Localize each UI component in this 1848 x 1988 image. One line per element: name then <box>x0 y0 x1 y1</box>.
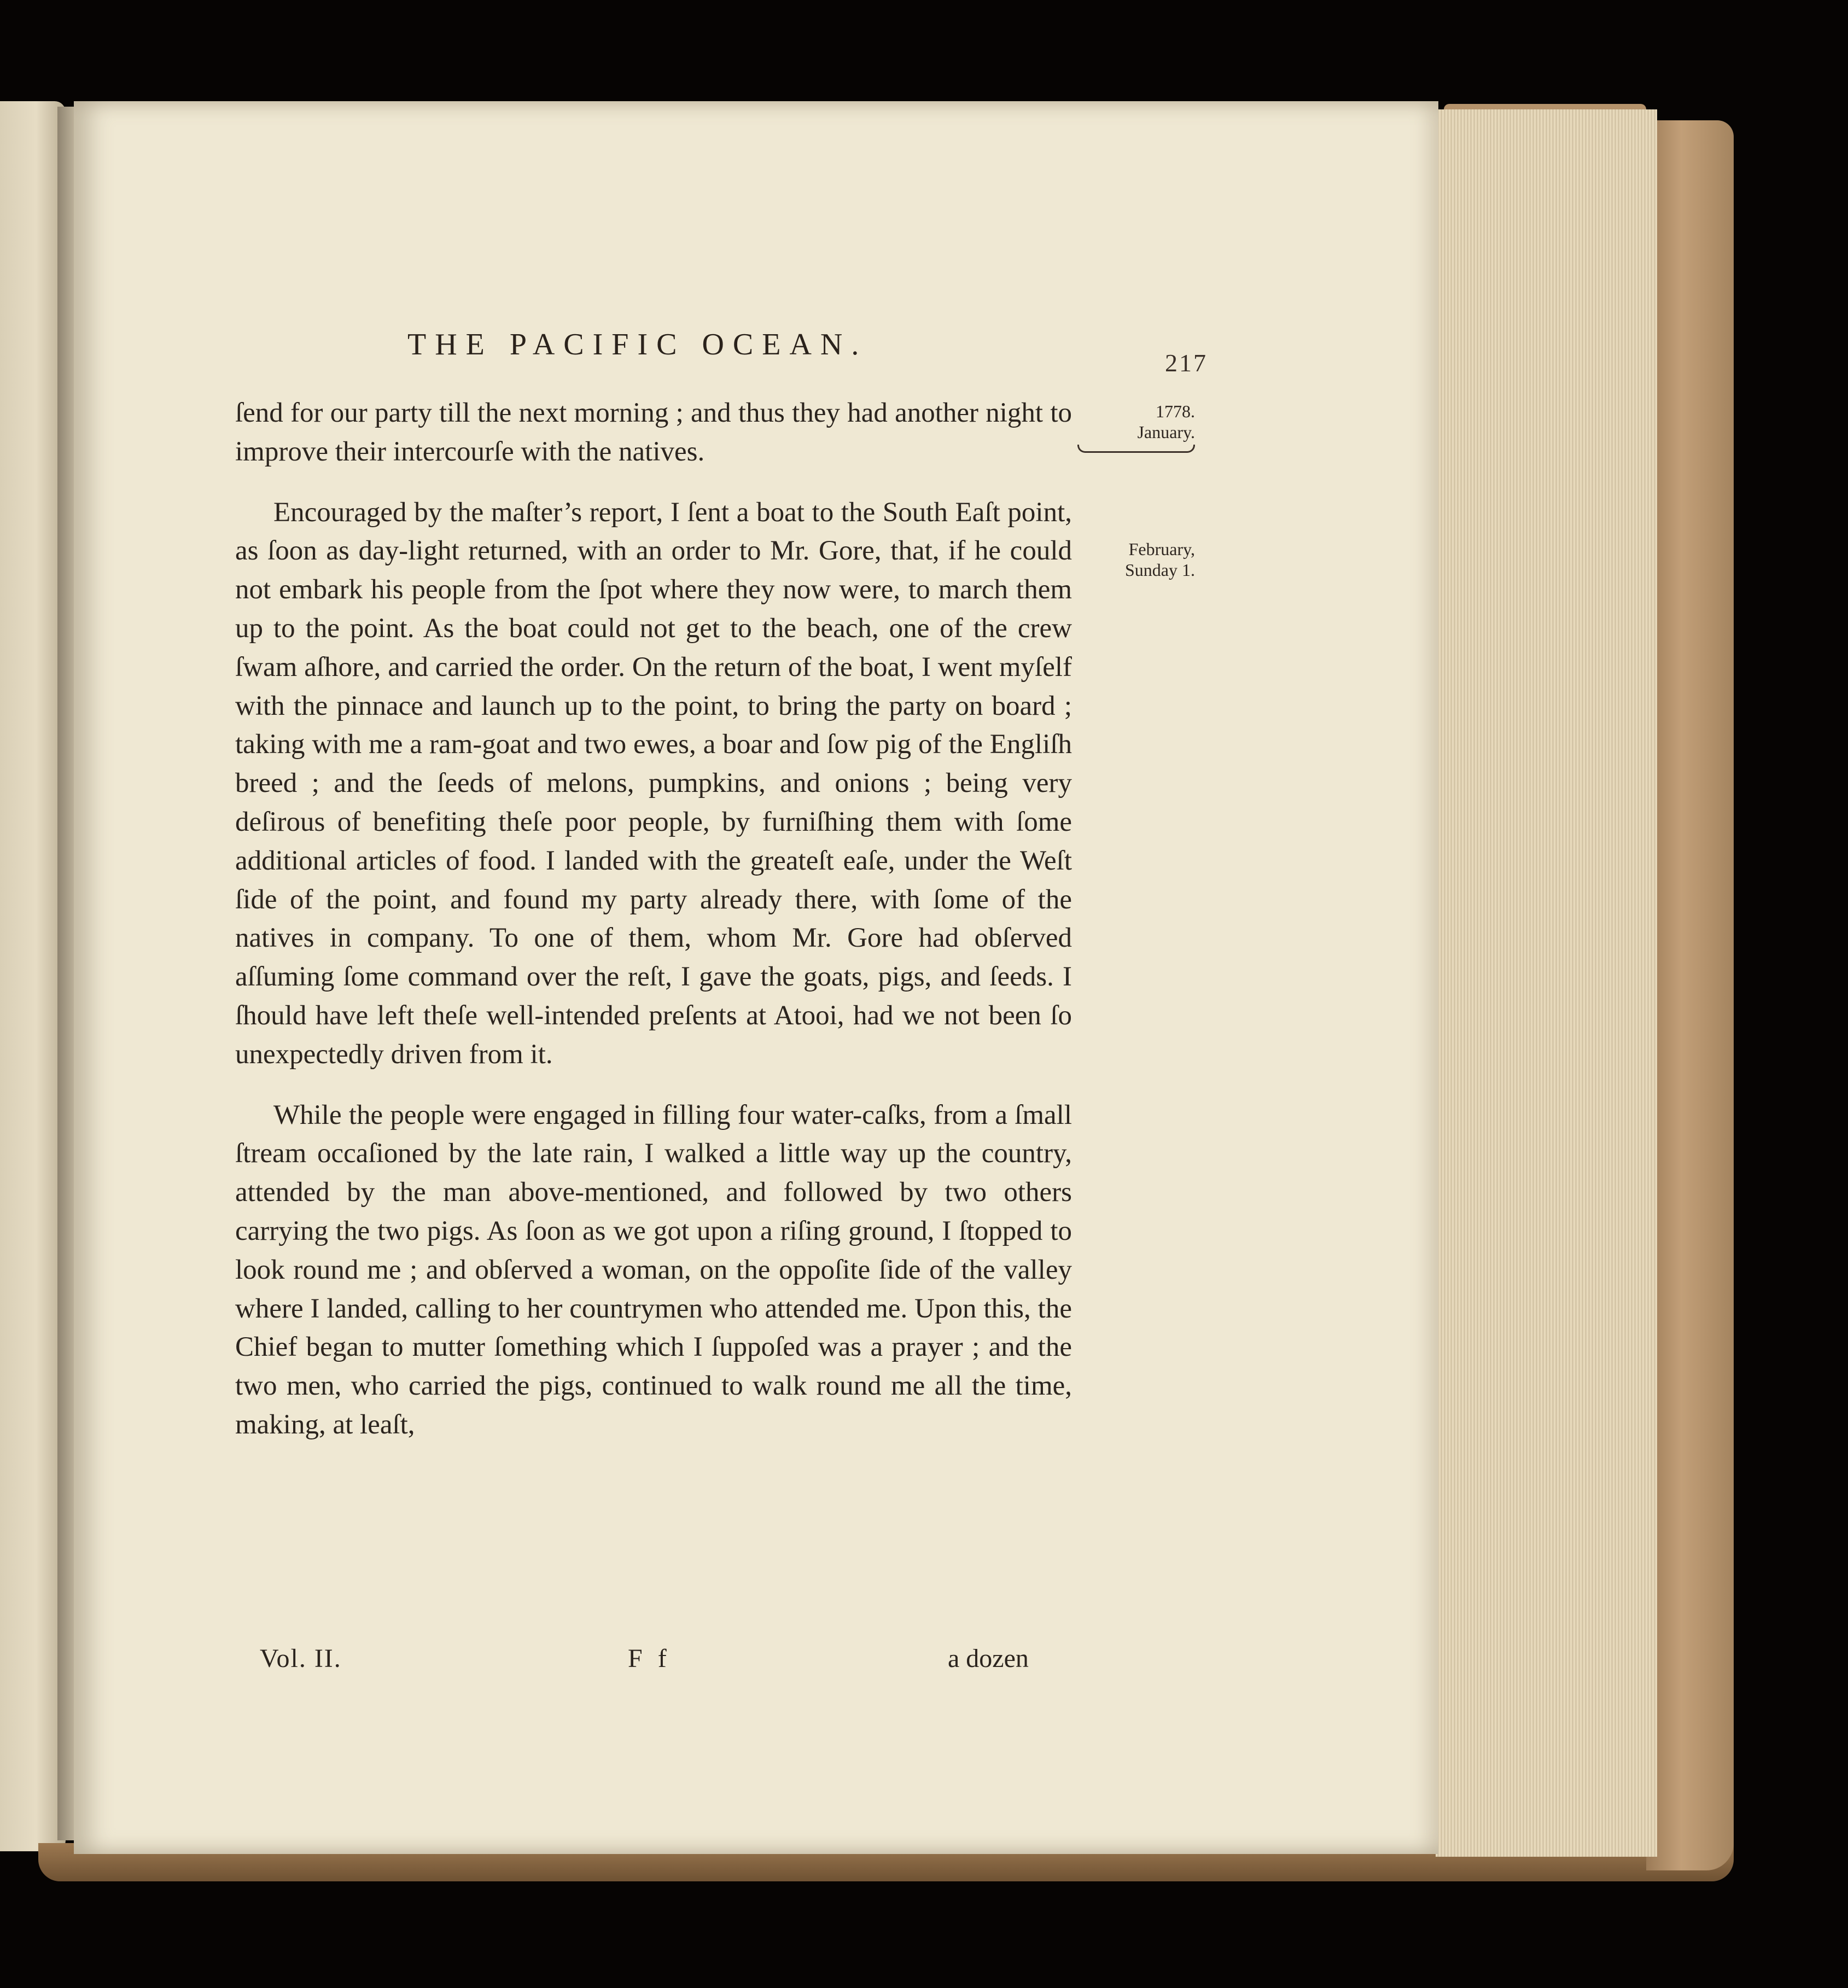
footer-volume: Vol. II. <box>260 1644 342 1673</box>
paragraph: Encouraged by the maſter’s report, I ſent a boat to the South Eaſt point, as ſoon as day-light returned, with an order to Mr. Gore, that, if he could not embark his people from the ſpot where they now were, to march them up to the point. As the boat could not get to the beach, one of the crew ſwam aſhore, and carried the order. On the return of the boat, I went myſelf with the pinnace and launch up to the point, to bring the party on board ; taking with me a ram-goat and two ewes, a boar and ſow pig of the Engliſh breed ; and the ſeeds of melons, pumpkins, and onions ; being very deſirous of benefiting theſe poor people, by furniſhing them with ſome additional articles of food. I landed with the greateſt eaſe, under the Weſt ſide of the point, and found my party already there, with ſome of the natives in company. To one of them, whom Mr. Gore had obſerved aſſuming ſome command over the reſt, I gave the goats, pigs, and ſeeds. I ſhould have left theſe well-intended preſents at Atooi, had we not been ſo unexpectedly driven from it. <box>235 497 1072 1070</box>
paragraph: ſend for our party till the next morning ; and thus they had another night to improve their intercourſe with the natives. <box>235 398 1072 467</box>
margin-brace <box>1077 445 1195 453</box>
margin-note-day: Sunday 1. <box>1125 560 1195 580</box>
footer-catchword: a dozen <box>948 1644 1029 1673</box>
body-text <box>235 394 1072 1466</box>
book-cover-right <box>1646 120 1734 1870</box>
page-edges <box>1436 109 1657 1857</box>
margin-note-year: 1778. <box>1156 401 1195 421</box>
left-page-edge <box>0 101 66 1851</box>
footer-signature-mark: F f <box>628 1644 671 1673</box>
margin-note-date-january <box>1077 401 1195 453</box>
margin-note-month: February, <box>1128 539 1195 559</box>
paragraph: While the people were engaged in filling four water-caſks, from a ſmall ſtream occaſioned by the late rain, I walked a little way up the country, attended by the man above-mentioned, and followed by two others carrying the two pigs. As ſoon as we got upon a riſing ground, I ſtopped to look round me ; and obſerved a woman, on the oppoſite ſide of the valley where I landed, calling to her countrymen who attended me. Upon this, the Chief began to mutter ſomething which I ſuppoſed was a prayer ; and the two men, who carried the pigs, continued to walk round me all the time, making, at leaſt, <box>235 1099 1072 1440</box>
page-number: 217 <box>1165 349 1208 377</box>
margin-note-month: January. <box>1137 422 1195 442</box>
running-head-title: THE PACIFIC OCEAN. <box>407 328 868 362</box>
margin-note-date-february <box>1077 539 1195 580</box>
